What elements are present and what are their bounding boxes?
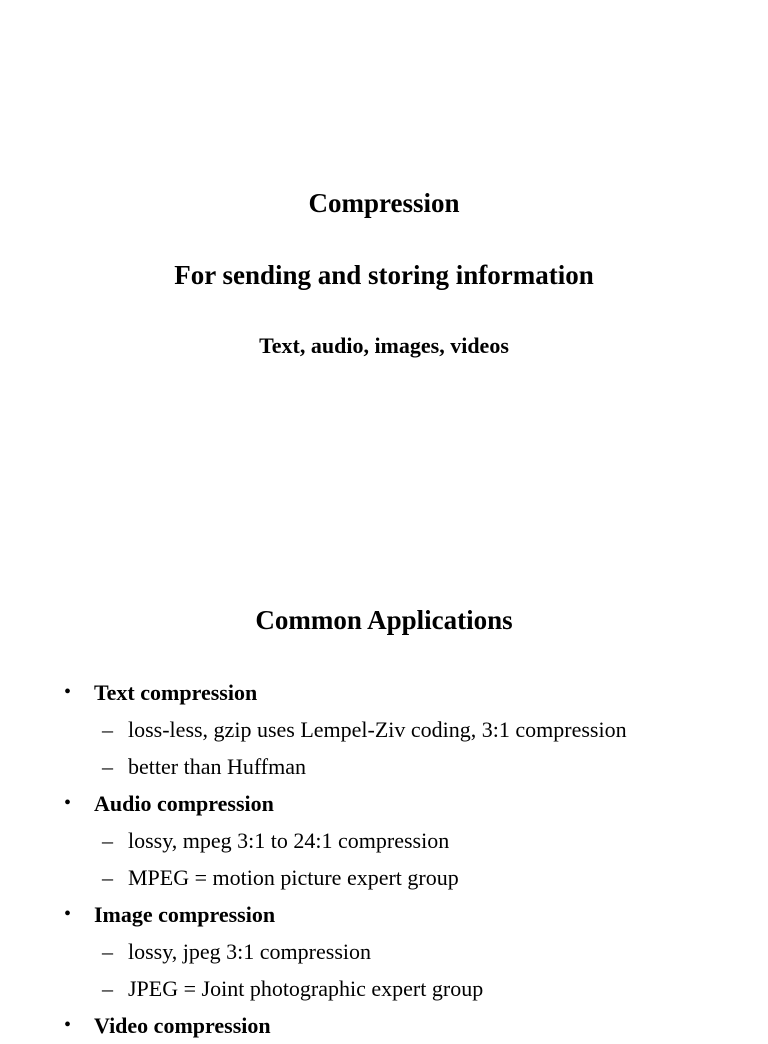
dash-icon: – — [102, 828, 113, 853]
sub-list — [0, 822, 768, 896]
sub-item-text: lossy, jpeg 3:1 compression — [128, 939, 371, 964]
sub-item-text: MPEG = motion picture expert group — [128, 865, 459, 890]
dash-icon: – — [102, 865, 113, 890]
sub-item-text: loss-less, gzip uses Lempel-Ziv coding, 3:1 compression — [128, 717, 627, 742]
sub-item-text: lossy, mpeg 3:1 to 24:1 compression — [128, 828, 450, 853]
sub-list-item — [0, 822, 768, 859]
list-item-text-compression — [0, 674, 768, 785]
dash-icon: – — [102, 939, 113, 964]
page-title: Compression — [308, 188, 460, 218]
sub-list-item — [0, 933, 768, 970]
sub-item-text: JPEG = Joint photographic expert group — [128, 976, 484, 1001]
sub-list-item — [0, 970, 768, 1007]
applications-list — [0, 674, 768, 1044]
sub-list-item — [0, 748, 768, 785]
list-item-video-compression — [0, 1007, 768, 1044]
sub-item-text: better than Huffman — [128, 754, 306, 779]
list-item-audio-compression — [0, 785, 768, 896]
list-item-label: Text compression — [94, 680, 258, 705]
sub-list — [0, 711, 768, 785]
media-types-heading: Text, audio, images, videos — [259, 333, 509, 358]
bullet-icon: • — [64, 792, 72, 814]
bullet-icon: • — [64, 903, 72, 925]
dash-icon: – — [102, 754, 113, 779]
list-item-image-compression — [0, 896, 768, 1007]
dash-icon: – — [102, 976, 113, 1001]
applications-heading: Common Applications — [255, 605, 513, 635]
list-item-label: Image compression — [94, 902, 276, 927]
page-subtitle: For sending and storing information — [174, 260, 594, 290]
list-item-label: Audio compression — [94, 791, 274, 816]
sub-list-item — [0, 859, 768, 896]
bullet-icon: • — [64, 1014, 72, 1036]
bullet-icon: • — [64, 681, 72, 703]
sub-list — [0, 933, 768, 1007]
list-item-label: Video compression — [94, 1013, 271, 1038]
dash-icon: – — [102, 717, 113, 742]
sub-list-item — [0, 711, 768, 748]
